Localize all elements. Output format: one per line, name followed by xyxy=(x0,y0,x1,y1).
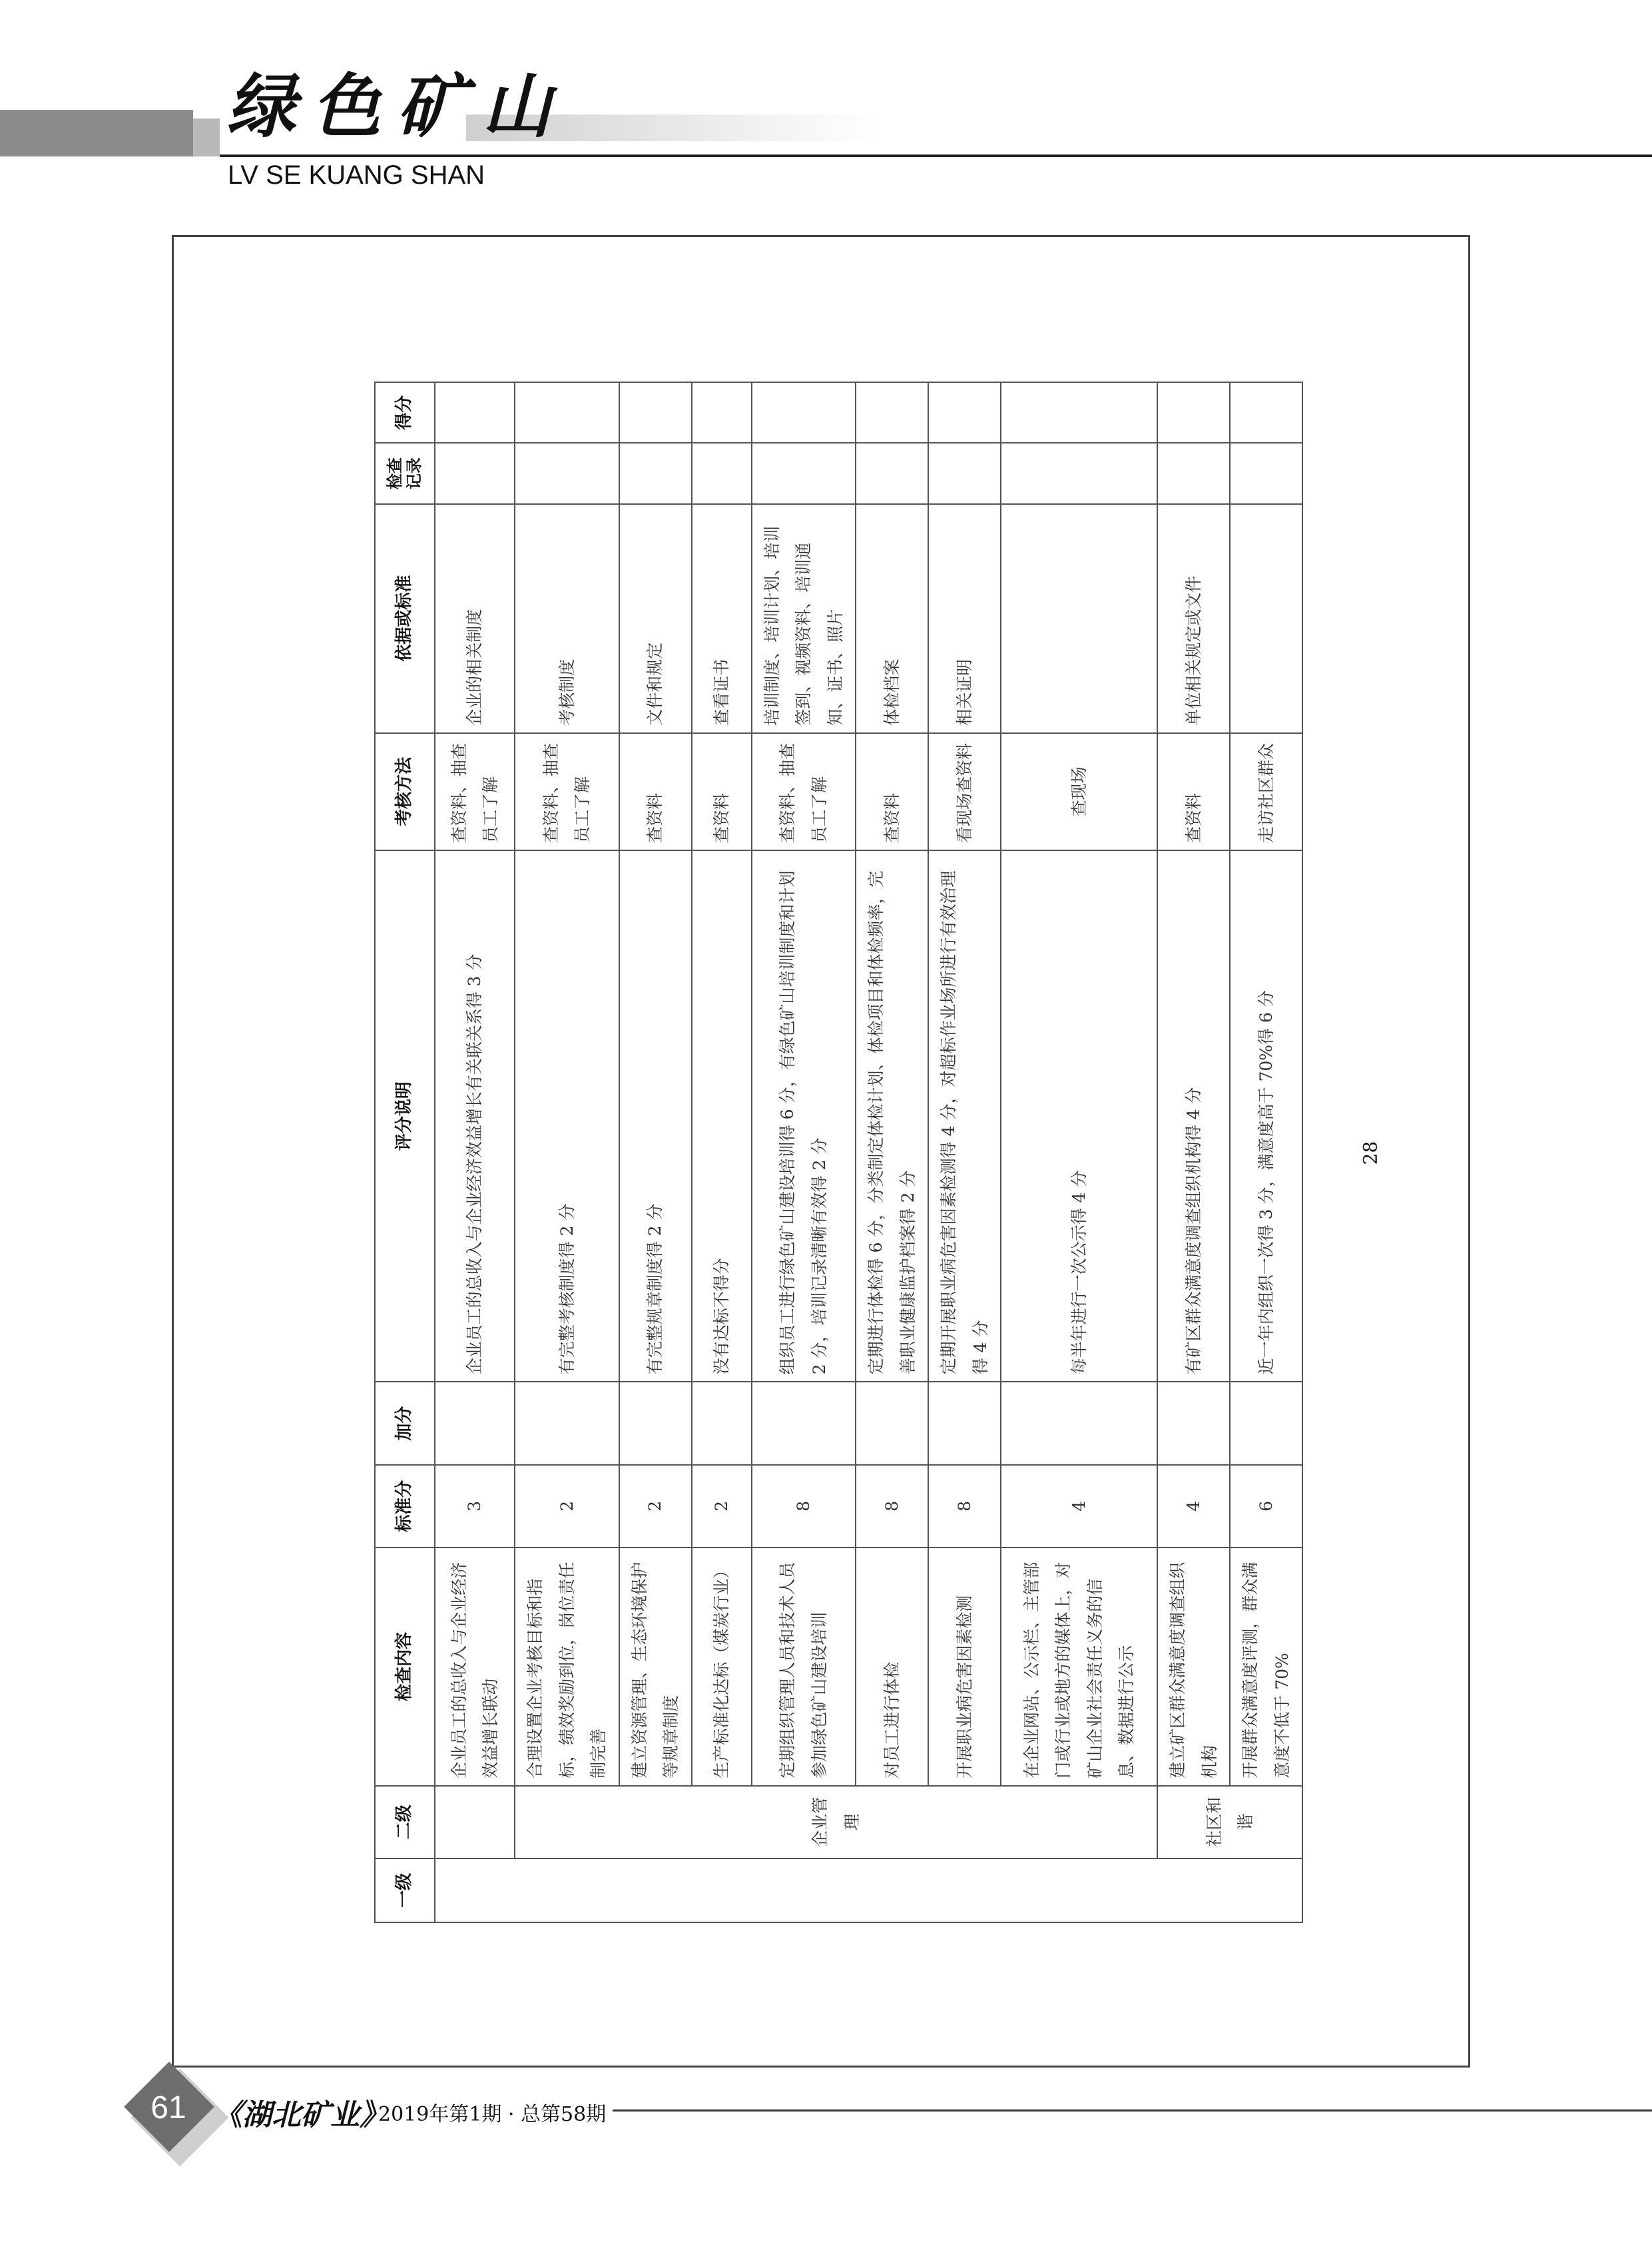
row-score xyxy=(435,382,515,443)
row-method: 查现场 xyxy=(1001,733,1157,850)
header-scoring: 评分说明 xyxy=(375,850,435,1382)
row-method: 看现场查资料 xyxy=(928,733,1001,850)
table-row xyxy=(692,382,752,1922)
row-bonus xyxy=(619,1382,692,1464)
header-content: 检查内容 xyxy=(375,1547,435,1786)
row-method: 查资料 xyxy=(692,733,752,850)
level2-cell-blank xyxy=(435,1786,515,1858)
table-row xyxy=(752,382,856,1922)
row-bonus xyxy=(515,1382,619,1464)
row-content: 建立矿区群众满意度调查组织机构 xyxy=(1157,1547,1230,1786)
header-title: 绿色矿山 xyxy=(226,65,568,147)
row-record xyxy=(515,443,619,503)
row-bonus xyxy=(752,1382,856,1464)
row-std-score: 4 xyxy=(1157,1465,1230,1547)
row-method: 查资料 xyxy=(619,733,692,850)
row-record xyxy=(928,443,1001,503)
evaluation-table xyxy=(374,382,1303,1923)
row-bonus xyxy=(856,1382,928,1464)
row-content: 开展职业病危害因素检测 xyxy=(928,1547,1001,1786)
table-row xyxy=(515,382,619,1922)
row-bonus xyxy=(1001,1382,1157,1464)
row-std-score: 4 xyxy=(1001,1465,1157,1547)
row-method: 查资料、抽查员工了解 xyxy=(435,733,515,850)
header-subtitle: LV SE KUANG SHAN xyxy=(228,160,485,190)
row-score xyxy=(692,382,752,443)
row-std-score: 6 xyxy=(1230,1465,1302,1547)
row-basis: 相关证明 xyxy=(928,504,1001,733)
header-level1: 一级 xyxy=(375,1858,435,1922)
row-scoring: 有完整规章制度得 2 分 xyxy=(619,850,692,1382)
row-content: 开展群众满意度评测，群众满意度不低于 70% xyxy=(1230,1547,1302,1786)
table-row xyxy=(1001,382,1157,1922)
row-record xyxy=(435,443,515,503)
row-scoring: 每半年进行一次公示得 4 分 xyxy=(1001,850,1157,1382)
header-basis: 依据或标准 xyxy=(375,504,435,733)
row-bonus xyxy=(435,1382,515,1464)
row-record xyxy=(752,443,856,503)
row-scoring: 定期开展职业病危害因素检测得 4 分，对超标作业场所进行有效治理得 4 分 xyxy=(928,850,1001,1382)
row-std-score: 3 xyxy=(435,1465,515,1547)
rotated-table-wrapper xyxy=(374,382,1292,1923)
row-bonus xyxy=(928,1382,1001,1464)
row-content: 合理设置企业考核目标和指标，绩效奖励到位，岗位责任制完善 xyxy=(515,1547,619,1786)
row-method: 走访社区群众 xyxy=(1230,733,1302,850)
row-record xyxy=(1157,443,1230,503)
header-gray-bar xyxy=(0,110,193,156)
row-std-score: 2 xyxy=(515,1465,619,1547)
row-score xyxy=(752,382,856,443)
row-method: 查资料 xyxy=(1157,733,1230,850)
row-basis xyxy=(1230,504,1302,733)
row-std-score: 8 xyxy=(856,1465,928,1547)
footer-page-number: 61 xyxy=(150,2090,186,2125)
row-score xyxy=(856,382,928,443)
header-level2: 二级 xyxy=(375,1786,435,1858)
row-basis: 文件和规定 xyxy=(619,504,692,733)
row-basis: 考核制度 xyxy=(515,504,619,733)
row-record xyxy=(619,443,692,503)
row-score xyxy=(1230,382,1302,443)
row-std-score: 2 xyxy=(692,1465,752,1547)
header-bonus: 加分 xyxy=(375,1382,435,1464)
row-scoring: 定期进行体检得 6 分，分类制定体检计划、体检项目和体检频率，完善职业健康监护档案得 2 分 xyxy=(856,850,928,1382)
row-record xyxy=(856,443,928,503)
row-scoring: 有矿区群众满意度调查组织机构得 4 分 xyxy=(1157,850,1230,1382)
footer-journal-name: 《湖北矿业》 xyxy=(213,2098,389,2132)
header-score: 得分 xyxy=(375,382,435,443)
row-content: 对员工进行体检 xyxy=(856,1547,928,1786)
row-content: 企业员工的总收入与企业经济效益增长联动 xyxy=(435,1547,515,1786)
header-std-score: 标准分 xyxy=(375,1465,435,1547)
table-row xyxy=(619,382,692,1922)
row-content: 在企业网站、公示栏、主管部门或行业或地方的媒体上，对矿山企业社会责任义务的信息、数据进行公示 xyxy=(1001,1547,1157,1786)
level2-community: 社区和谐 xyxy=(1157,1786,1302,1858)
row-score xyxy=(928,382,1001,443)
row-content: 生产标准化达标（煤炭行业） xyxy=(692,1547,752,1786)
row-score xyxy=(619,382,692,443)
table-row xyxy=(1157,382,1230,1922)
row-basis xyxy=(1001,504,1157,733)
row-basis: 企业的相关制度 xyxy=(435,504,515,733)
row-score xyxy=(515,382,619,443)
header-method: 考核方法 xyxy=(375,733,435,850)
table-row xyxy=(856,382,928,1922)
row-method: 查资料、抽查员工了解 xyxy=(752,733,856,850)
inner-page-number: 28 xyxy=(1359,1141,1382,1165)
row-scoring: 有完整考核制度得 2 分 xyxy=(515,850,619,1382)
row-std-score: 8 xyxy=(752,1465,856,1547)
row-scoring: 组织员工进行绿色矿山建设培训得 6 分，有绿色矿山培训制度和计划 2 分，培训记录清晰有效得 2 分 xyxy=(752,850,856,1382)
row-basis: 体检档案 xyxy=(856,504,928,733)
row-method: 查资料 xyxy=(856,733,928,850)
table-header-row xyxy=(375,382,435,1922)
row-basis: 培训制度、培训计划、培训签到、视频资料、培训通知、证书、照片 xyxy=(752,504,856,733)
footer-issue: 2019年第1期 · 总第58期 xyxy=(378,2103,607,2126)
row-record xyxy=(1230,443,1302,503)
row-basis: 查看证书 xyxy=(692,504,752,733)
row-score xyxy=(1157,382,1230,443)
row-scoring: 近一年内组织一次得 3 分，满意度高于 70%得 6 分 xyxy=(1230,850,1302,1382)
row-content: 建立资源管理、生态环境保护等规章制度 xyxy=(619,1547,692,1786)
table-row xyxy=(435,382,515,1922)
table-row xyxy=(1230,382,1302,1922)
row-record xyxy=(1001,443,1157,503)
row-std-score: 8 xyxy=(928,1465,1001,1547)
table-row xyxy=(928,382,1001,1922)
row-bonus xyxy=(1157,1382,1230,1464)
header-rule xyxy=(220,154,1652,157)
row-bonus xyxy=(692,1382,752,1464)
row-basis: 单位相关规定或文件 xyxy=(1157,504,1230,733)
row-scoring: 没有达标不得分 xyxy=(692,850,752,1382)
row-record xyxy=(692,443,752,503)
row-scoring: 企业员工的总收入与企业经济效益增长有关联关系得 3 分 xyxy=(435,850,515,1382)
row-score xyxy=(1001,382,1157,443)
row-std-score: 2 xyxy=(619,1465,692,1547)
row-bonus xyxy=(1230,1382,1302,1464)
row-method: 查资料、抽查员工了解 xyxy=(515,733,619,850)
level1-cell xyxy=(435,1858,1302,1922)
level2-enterprise: 企业管理 xyxy=(515,1786,1157,1858)
header-record: 检查记录 xyxy=(375,443,435,503)
row-content: 定期组织管理人员和技术人员参加绿色矿山建设培训 xyxy=(752,1547,856,1786)
footer-rule xyxy=(613,2109,1652,2111)
